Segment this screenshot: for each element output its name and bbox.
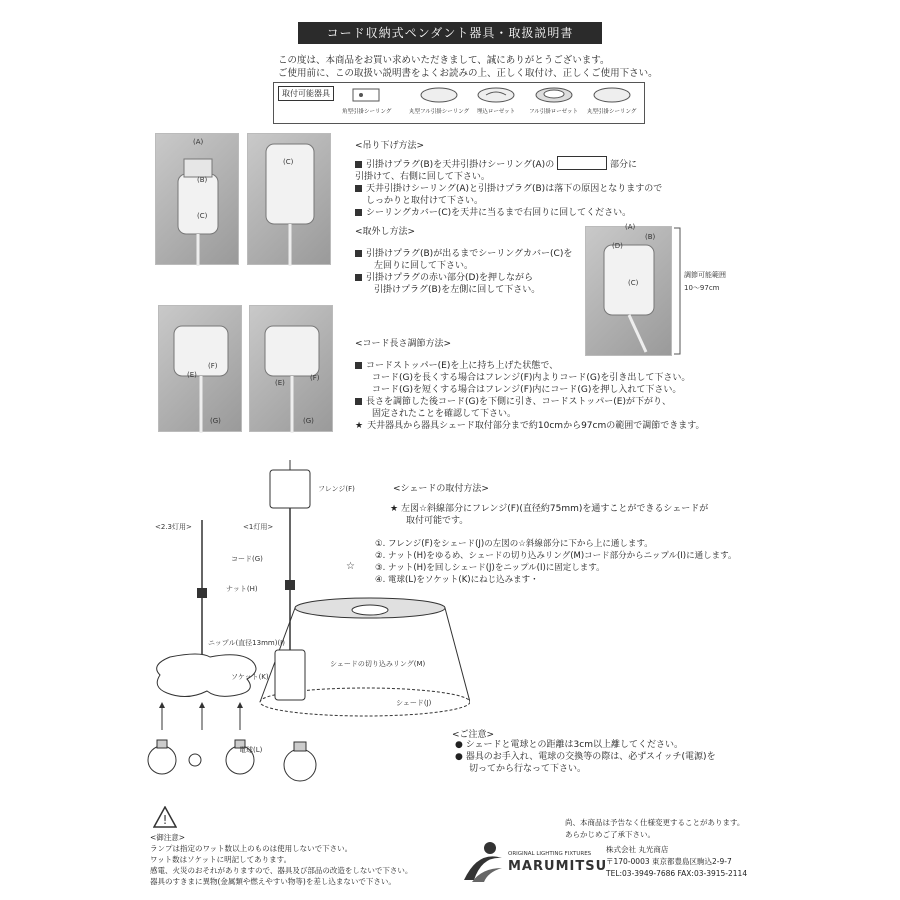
fixture-round-ceiling: 丸型引掛シーリング xyxy=(587,85,636,115)
cord-label: コード(G) xyxy=(231,555,263,563)
fixture-round-full-ceiling: 丸型フル引掛シーリング xyxy=(409,85,469,115)
fixture-full-rosette: フル引掛ローゼット xyxy=(529,85,578,115)
label-g-2: (G) xyxy=(303,417,314,425)
shade-notes: ★ 左図☆斜線部分にフレンジ(F)(直径約75mm)を通すことができるシェードが 取付可能です。 xyxy=(390,504,709,526)
fixture-square-ceiling: 角型引掛シーリング xyxy=(342,85,391,115)
label-a-2: (A) xyxy=(625,223,636,231)
photo-cord-stopper-1 xyxy=(158,305,242,432)
label-g: (G) xyxy=(210,417,221,425)
shade-label: シェード(J) xyxy=(396,699,432,707)
document-title: コード収納式ペンダント器具・取扱説明書 xyxy=(298,22,602,44)
label-f-2: (F) xyxy=(310,374,320,382)
photo-cord-stopper-2 xyxy=(249,305,333,432)
label-c: (C) xyxy=(197,212,208,220)
photo-cover-installed xyxy=(247,133,331,265)
marumitsu-logo-icon xyxy=(462,840,504,884)
ring-label: シェードの切り込みリング(M) xyxy=(330,660,426,668)
lamp23-label: <2.3灯用> xyxy=(155,523,192,531)
star-marker: ☆ xyxy=(346,561,355,572)
nut-label: ナット(H) xyxy=(226,585,258,593)
flange-label: フレンジ(F) xyxy=(318,485,355,493)
company-info: 株式会社 丸光商店 〒170-0003 東京都豊島区駒込2-9-7 TEL:03-3949-7686 FAX:03-3915-2114 xyxy=(606,845,748,878)
warning-icon xyxy=(153,806,177,828)
label-d: (D) xyxy=(612,242,623,250)
hang-instructions: 引掛けプラグ(B)を天井引掛けシーリング(A)の 部分に 引掛けて、右側に回して下さい。 天井引掛けシーリング(A)と引掛けプラグ(B)は落下の原因となりますので しっかりと取付けて下さい。 シーリングカバー(C)を天井に当るまで右回りに回してください。 xyxy=(355,156,685,219)
label-c-3: (C) xyxy=(628,279,639,287)
fixture-embedded-rosette: 埋込ローゼット xyxy=(474,85,518,115)
label-b: (B) xyxy=(197,176,208,184)
label-c-2: (C) xyxy=(283,158,294,166)
warning-heading: <御注意> xyxy=(150,833,186,842)
cord-instructions: コードストッパー(E)を上に持ち上げた状態で、 コード(G)を長くする場合はフレンジ(F)内よりコード(G)を引き出して下さい。 コード(G)を短くする場合はフレンジ(F)内にコード(G)を押し入れて下さい。 長さを調節した後コード(G)を下側に引き、コードストッパー(E)が下がり、 固定されたことを確認して下さい。 ★ 天井器具から器具シェード取付部分まで約10cmから97cmの範囲で調節できます。 xyxy=(355,361,705,431)
compatible-fixtures-label: 取付可能器具 xyxy=(278,86,334,101)
caution-heading: <ご注意> xyxy=(452,730,495,740)
socket-label: ソケット(K) xyxy=(231,673,269,681)
svg-text:!: ! xyxy=(162,813,168,827)
photo-release-plug xyxy=(585,226,672,356)
lamp1-label: <1灯用> xyxy=(243,523,274,531)
label-e-2: (E) xyxy=(275,379,285,387)
shade-heading: <シェードの取付方法> xyxy=(393,484,489,494)
shade-steps: ①. フレンジ(F)をシェード(J)の左図の☆斜線部分に下から上に通します。 ②. ナット(H)をゆるめ、シェードの切り込みリング(M)コード部分からニップル(I)に通します。 ③. ナット(H)を回しシェード(J)をニップル(I)に固定します。 ④. 電球(L)をソケット(K)にねじ込みます・ xyxy=(375,539,737,585)
label-b-2: (B) xyxy=(645,233,656,241)
cord-heading: <コード長さ調節方法> xyxy=(355,339,452,349)
remove-instructions: 引掛けプラグ(B)が出るまでシーリングカバー(C)を 左回りに回して下さい。 引掛けプラグの赤い部分(D)を押しながら 引掛けプラグ(B)を左側に回して下さい。 xyxy=(355,248,572,296)
range-label: 調節可能範囲 xyxy=(684,271,726,279)
nipple-label: ニップル(直径13mm)(I) xyxy=(208,639,285,647)
label-e: (E) xyxy=(187,371,197,379)
company-brand: MARUMITSU xyxy=(508,859,608,874)
range-bracket xyxy=(672,226,686,356)
bulb-label: 電球(L) xyxy=(239,746,263,754)
compatible-fixtures-box xyxy=(273,82,645,124)
remove-heading: <取外し方法> xyxy=(355,227,416,237)
label-a: (A) xyxy=(193,138,204,146)
warning-list: ランプは指定のワット数以上のものは使用しないで下さい。 ワット数はソケットに明記してあります。 感電、火災のおそれがありますので、器具及び部品の改造をしないで下さい。 器具のすきまに異物(金属類や燃えやすい物等)を差し込まないで下さい。 xyxy=(150,844,413,886)
caution-list: ● シェードと電球との距離は3cm以上離してください。 ● 器具のお手入れ、電球の交換等の際は、必ずスイッチ(電源)を 切ってから行なって下さい。 xyxy=(455,740,716,774)
label-f: (F) xyxy=(208,362,218,370)
photo-plug-unassembled xyxy=(155,133,239,265)
range-value: 10～97cm xyxy=(684,284,720,292)
hang-heading: <吊り下げ方法> xyxy=(355,141,425,151)
intro-text: この度は、本商品をお買い求めいただきまして、誠にありがとうございます。 ご使用前に、この取扱い説明書をよくお読みの上、正しく取付け、正しくご使用下さい。 xyxy=(278,55,658,79)
company-tagline: ORIGINAL LIGHTING FIXTURES xyxy=(508,851,592,857)
notice-text: 尚、本商品は予告なく仕様変更することがあります。 あらかじめご了承下さい。 xyxy=(565,818,745,839)
